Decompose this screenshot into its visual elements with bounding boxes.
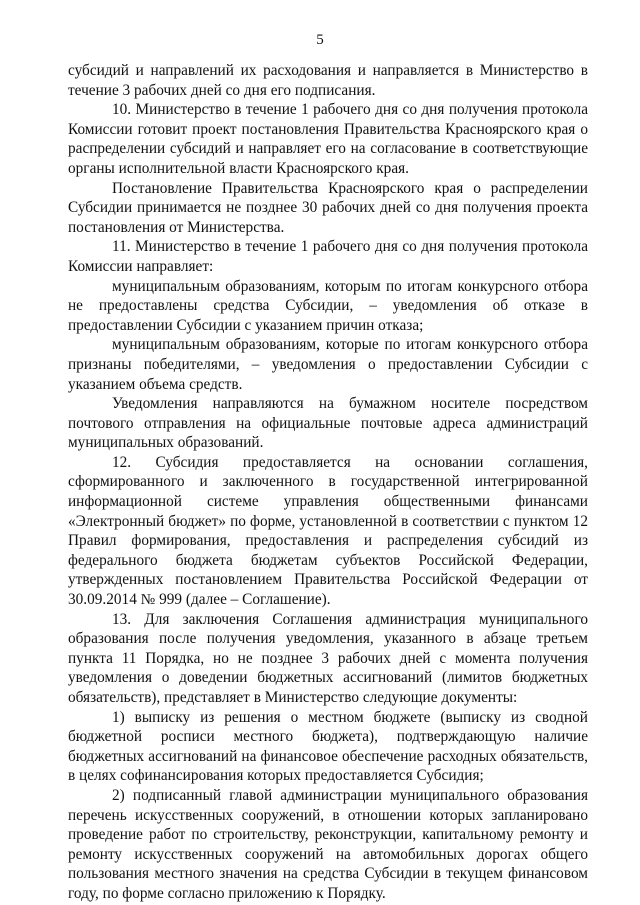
paragraph-item-13: 13. Для заключения Соглашения администрация муниципального образования после получения уведомления, указанного в абзаце третьем пункта 11 Порядка, но не позднее 3 рабочих дней с момента получения уведомления о доведении бюджетных ассигнований (лимитов бюджетных обязательств), представляет в Министерство следующие документы:: [68, 610, 588, 706]
paragraph-refusal-notice: муниципальным образованиям, которым по итогам конкурсного отбора не предоставлены средства Субсидии, – уведомления об отказе в предоставлении Субсидии с указанием причин отказа;: [68, 277, 588, 334]
paragraph-item-10: 10. Министерство в течение 1 рабочего дня со дня получения протокола Комиссии готовит проект постановления Правительства Красноярского края о распределении субсидий и направляет его на согласование в соответствующие органы исполнительной власти Красноярского края.: [68, 101, 588, 177]
paragraph-item-11: 11. Министерство в течение 1 рабочего дня со дня получения протокола Комиссии направляет:: [68, 238, 588, 275]
document-body: [68, 61, 588, 904]
paragraph-doc-1: 1) выписку из решения о местном бюджете (выписку из сводной бюджетной росписи местного бюджета), подтверждающую наличие бюджетных ассигнований на финансовое обеспечение расходных обязательств, в целях софинансирования которых предоставляется Субсидия;: [68, 708, 588, 785]
paragraph-continuation: субсидий и направлений их расходования и направляется в Министерство в течение 3 рабочих дней со дня его подписания.: [68, 62, 588, 99]
page-number: 5: [316, 32, 324, 48]
paragraph-winner-notice: муниципальным образованиям, которые по итогам конкурсного отбора признаны победителями, – уведомления о предоставлении Субсидии с указанием объема средств.: [68, 336, 588, 393]
paragraph-delivery: Уведомления направляются на бумажном носителе посредством почтового отправления на официальные почтовые адреса администраций муниципальных образований.: [68, 395, 588, 452]
paragraph-doc-2: 2) подписанный главой администрации муниципального образования перечень искусственных сооружений, в отношении которых запланировано проведение работ по строительству, реконструкции, капитальному ремонту и ремонту искусственных сооружений на автомобильных дорогах общего пользования местного значения на средства Субсидии в текущем финансовом году, по форме согласно приложению к Порядку.: [68, 786, 588, 902]
paragraph-item-12: 12. Субсидия предоставляется на основании соглашения, сформированного и заключенного в государственной интегрированной информационной системе управления общественными финансами «Электронный бюджет» по форме, установленной в соответствии с пунктом 12 Правил формирования, предоставления и распределения субсидий из федерального бюджета бюджетам субъектов Российской Федерации, утвержденных постановлением Правительства Российской Федерации от 30.09.2014 № 999 (далее – Соглашение).: [68, 453, 588, 609]
paragraph-resolution: Постановление Правительства Красноярского края о распределении Субсидии принимается не позднее 30 рабочих дней со дня получения проекта постановления от Министерства.: [68, 179, 588, 236]
